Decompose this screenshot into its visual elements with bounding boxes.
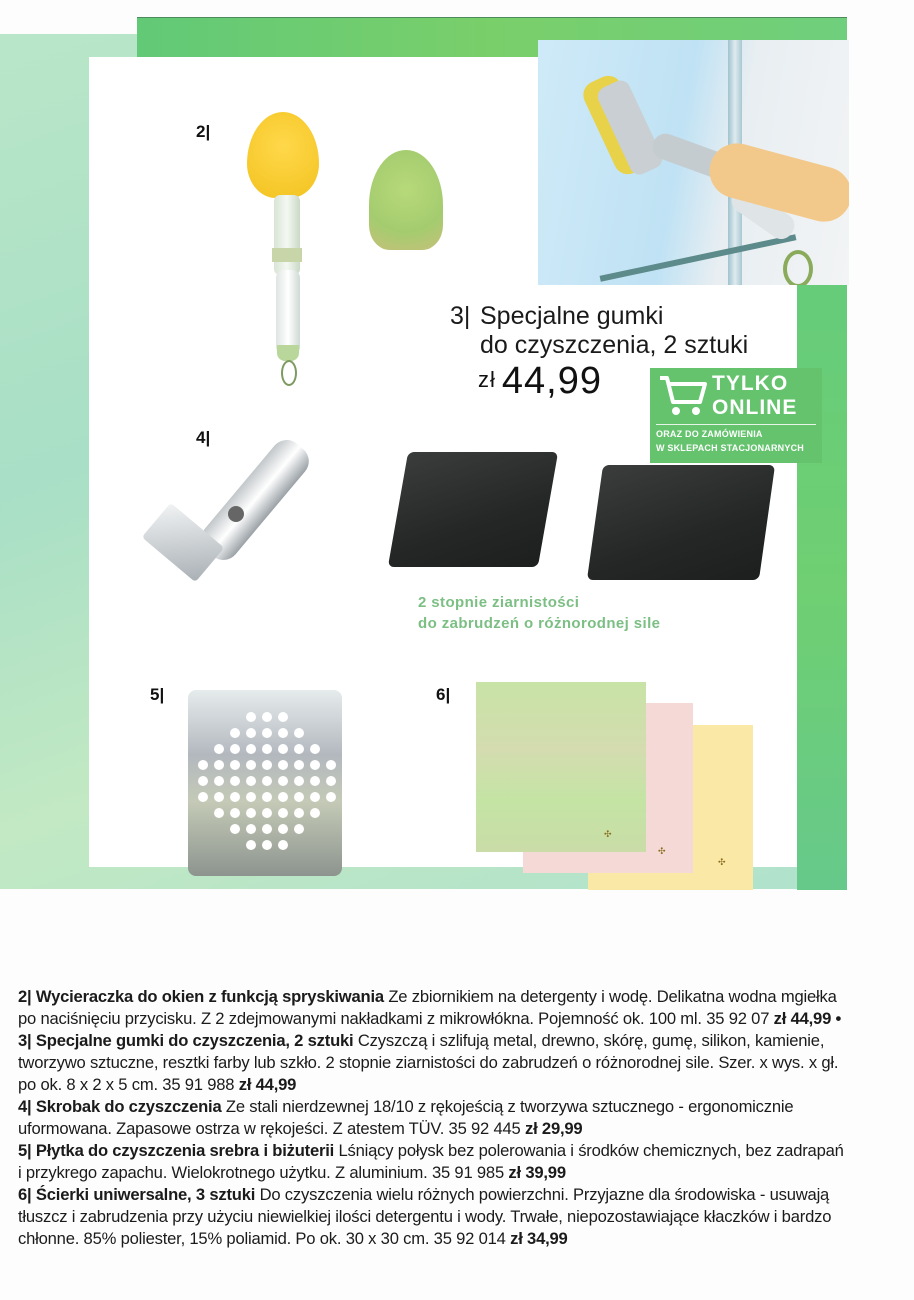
currency: zł (478, 367, 496, 392)
description-item-4 (18, 1096, 846, 1140)
desc-price-3: zł 44,99 (238, 1075, 297, 1094)
badge-line2: ONLINE (712, 396, 798, 419)
product-3-price (478, 360, 602, 403)
desc-num-6: 6| (18, 1185, 32, 1204)
badge-divider (656, 424, 816, 425)
bee-emblem-icon: ✣ (658, 846, 666, 856)
desc-price-5: zł 39,99 (508, 1163, 566, 1182)
product-3-title-line1: Specjalne gumki (480, 302, 664, 330)
grit-note-line1: 2 stopnie ziarnistości (418, 594, 580, 611)
desc-name-2: Wycieraczka do okien z funkcją spryskiwania (35, 987, 384, 1006)
wiper-cap (277, 345, 299, 361)
description-item-5 (18, 1140, 846, 1184)
silver-cleaning-plate (188, 690, 342, 876)
description-item-6 (18, 1184, 846, 1250)
desc-num-4: 4| (18, 1097, 32, 1116)
wiper-handle (274, 195, 300, 275)
desc-num-3: 3| (18, 1031, 32, 1050)
wiper-tank (276, 270, 300, 355)
cleaning-eraser-2 (587, 465, 775, 580)
scraper-screw (228, 506, 244, 522)
desc-text-3: Czyszczą i szlifują metal, drewno, skórę, gumę, silikon, kamienie, tworzywo sztuczne, resztki farby lub szkło. 2 stopnie ziarnistości do zabrudzeń o różnorodnej sile. Szer. x wys. x gł. po ok. 8 x 2 x 5 cm. 35 91 988 (18, 1031, 839, 1094)
desc-num-5: 5| (18, 1141, 32, 1160)
wiper-hang-loop (281, 360, 297, 386)
desc-price-2: zł 44,99 (773, 1009, 832, 1028)
product-3-title (450, 302, 748, 360)
desc-price-4: zł 29,99 (525, 1119, 583, 1138)
product-label-5: 5| (150, 685, 165, 704)
product-descriptions (18, 986, 846, 1250)
desc-name-5: Płytka do czyszczenia srebra i biżuterii (35, 1141, 335, 1160)
grit-note-line2: do zabrudzeń o różnorodnej sile (418, 615, 661, 632)
product-3-title-line2: do czyszczenia, 2 sztuki (480, 331, 749, 359)
badge-sub2: W SKLEPACH STACJONARNYCH (656, 443, 804, 453)
product-label-3: 3| (450, 302, 471, 330)
microfiber-pad (369, 150, 443, 250)
product-label-2: 2| (196, 122, 211, 141)
desc-name-6: Ścierki uniwersalne, 3 sztuki (35, 1185, 256, 1204)
cloth-green (476, 682, 646, 852)
desc-text-5: Lśniący połysk bez polerowania i środków chemicznych, bez zadrapań i przykrego zapachu. Wielokrotnego użytku. Z aluminium. 35 91 985 (18, 1141, 844, 1182)
online-only-badge (650, 368, 822, 463)
desc-text-2: Ze zbiornikiem na detergenty i wodę. Delikatna wodna mgiełka po naciśnięciu przycisku. Z 2 zdejmowanymi nakładkami z mikrowłókna. Pojemność ok. 100 ml. 35 92 07 (18, 987, 837, 1028)
desc-name-4: Skrobak do czyszczenia (35, 1097, 222, 1116)
desc-name-3: Specjalne gumki do czyszczenia, 2 sztuki (35, 1031, 354, 1050)
bee-emblem-icon: ✣ (718, 857, 726, 867)
description-item-2-3 (18, 986, 846, 1096)
product-label-6: 6| (436, 685, 451, 704)
badge-sub1: ORAZ DO ZAMÓWIENIA (656, 429, 763, 439)
desc-text-4: Ze stali nierdzewnej 18/10 z rękojeścią z tworzywa sztucznego - ergonomicznie uformowana. Zapasowe ostrza w rękojeści. Z atestem TÜV. 35 92 445 (18, 1097, 794, 1138)
desc-text-6: Do czyszczenia wielu różnych powierzchni. Przyjazne dla środowiska - usuwają tłuszcz i zabrudzenia przy użyciu niewielkiej ilości detergentu i wody. Trwałe, niepozostawiające kłaczków i bardzo chłonne. 85% poliester, 15% poliamid. Po ok. 30 x 30 cm. 35 92 014 (18, 1185, 832, 1248)
cleaning-eraser-1 (388, 452, 558, 567)
bee-emblem-icon: ✣ (604, 829, 612, 839)
desc-num-2: 2| (18, 987, 32, 1006)
wiper-band (272, 248, 302, 262)
grit-note (418, 592, 660, 634)
price-value: 44,99 (501, 360, 602, 402)
window-cleaning-photo (538, 40, 849, 285)
shopping-cart-icon (658, 374, 708, 426)
desc-price-6: zł 34,99 (510, 1229, 568, 1248)
desc-separator: • (831, 1009, 842, 1028)
window-sill (600, 234, 797, 281)
shopping-cart-icon-svg (658, 374, 708, 418)
product-label-4: 4| (196, 428, 211, 447)
badge-line1: TYLKO (712, 372, 789, 395)
wiper-loop (783, 250, 813, 285)
